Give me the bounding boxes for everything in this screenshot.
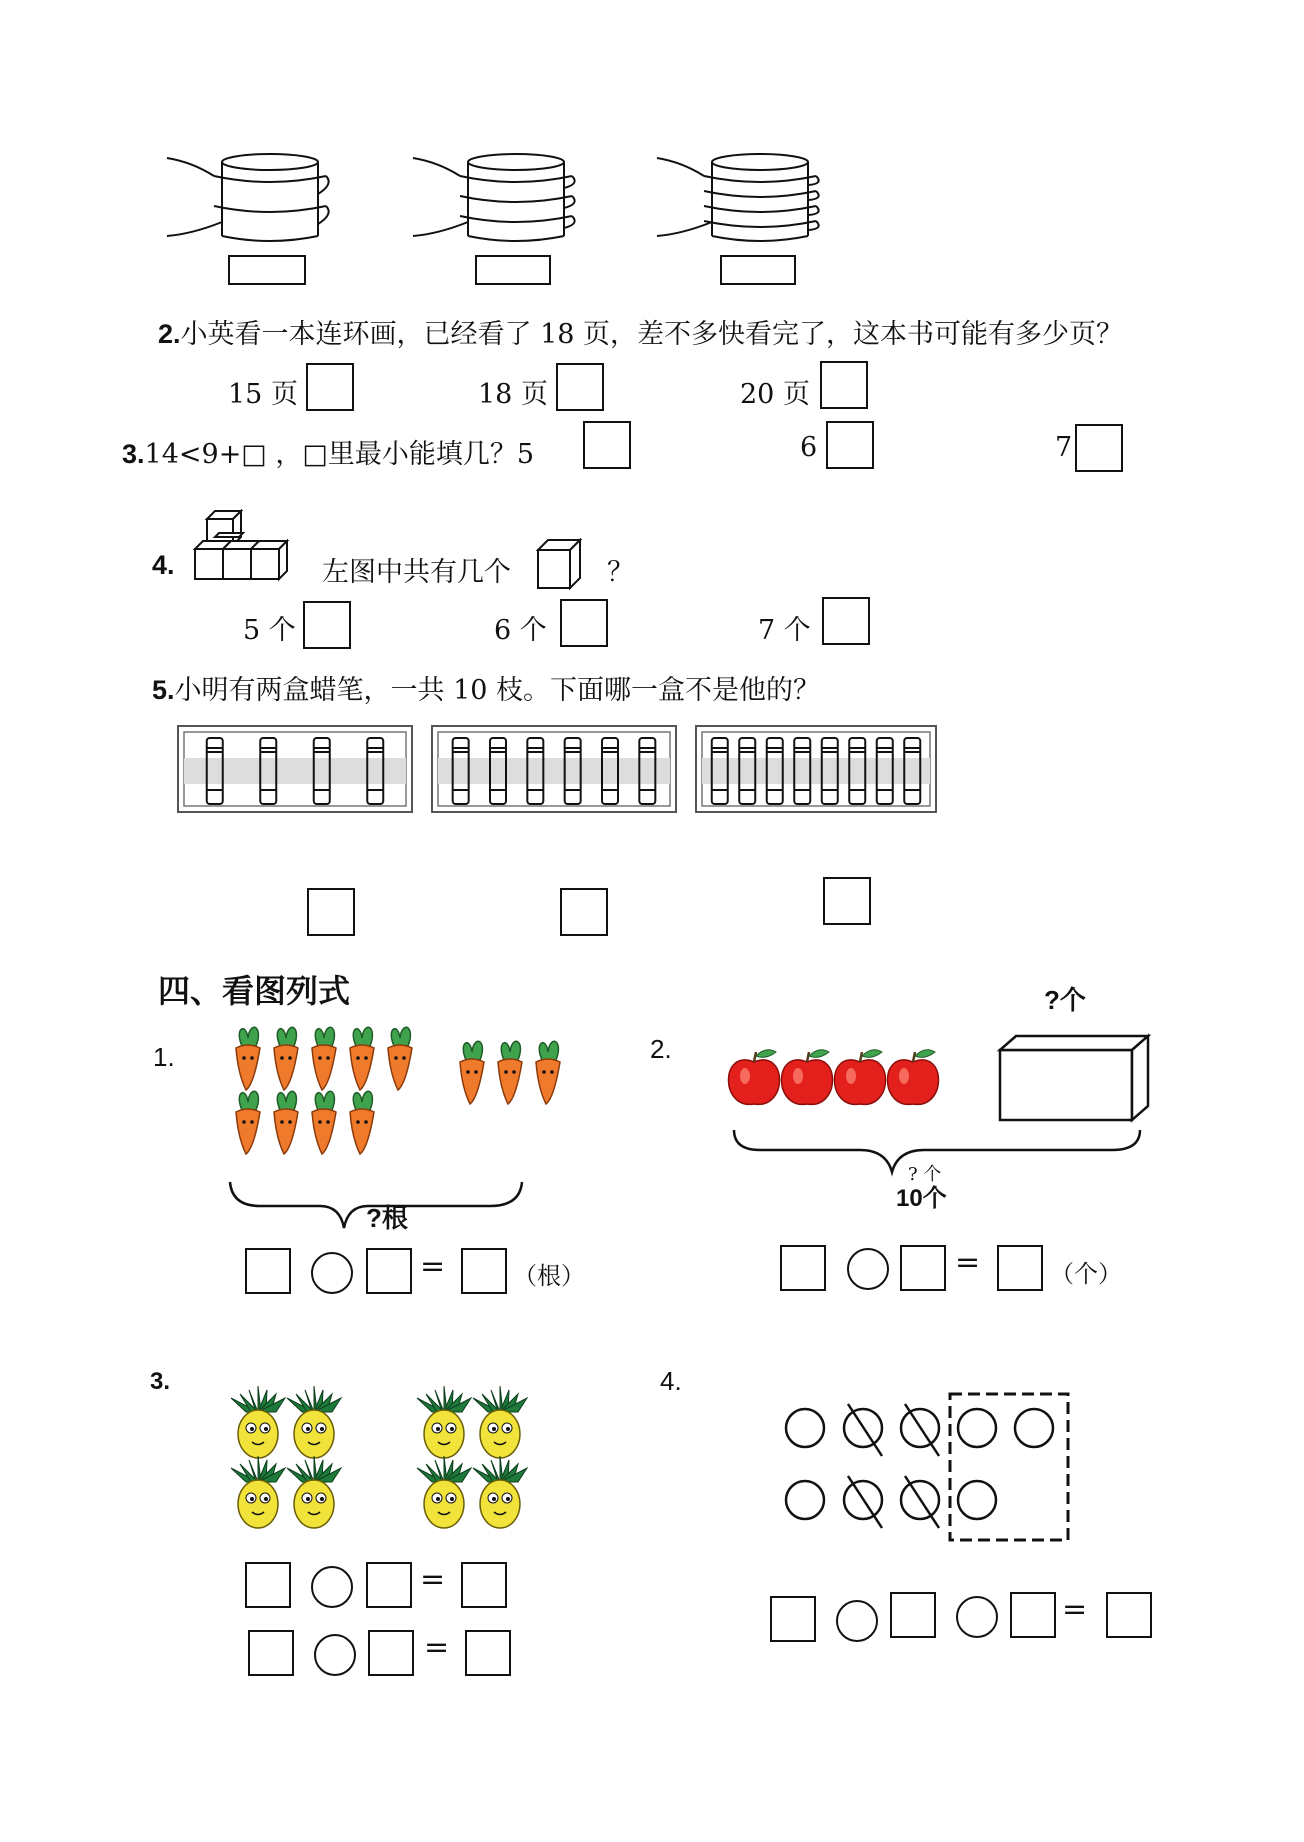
answer-box[interactable]	[560, 599, 608, 647]
option-label: 20 页	[740, 379, 810, 410]
closed-box	[1000, 1036, 1148, 1120]
answer-box[interactable]	[900, 1245, 946, 1291]
answer-box[interactable]	[366, 1248, 412, 1294]
circle-diagram	[780, 1390, 1100, 1550]
question-number: 2.	[158, 319, 181, 349]
question-text: 左图中共有几个	[322, 557, 511, 588]
question-number: 5.	[152, 675, 175, 705]
operator-circle[interactable]	[836, 1600, 878, 1642]
carrot	[236, 1027, 260, 1090]
question-number: 3.	[122, 439, 145, 469]
answer-box[interactable]	[997, 1245, 1043, 1291]
unit-label: （根）	[513, 1262, 585, 1290]
option-label: 7	[1055, 432, 1073, 463]
problem-number: 2.	[650, 1034, 672, 1064]
section-title: 四、看图列式	[158, 973, 351, 1009]
small-label: ? 个	[908, 1164, 942, 1185]
problem-number: 3.	[150, 1368, 171, 1395]
pineapple	[231, 1456, 285, 1528]
pineapple	[473, 1386, 527, 1458]
answer-box[interactable]	[826, 421, 874, 469]
crayon-box	[696, 726, 936, 812]
operator-circle[interactable]	[311, 1566, 353, 1608]
equals-sign: =	[420, 1249, 446, 1284]
total-label: 10个	[896, 1185, 947, 1212]
answer-box[interactable]	[560, 888, 608, 936]
crayon-boxes	[0, 724, 1304, 844]
pineapple-illustration	[222, 1380, 562, 1540]
cube-icon	[536, 538, 586, 592]
answer-box[interactable]	[245, 1248, 291, 1294]
option-label: 18 页	[478, 379, 548, 410]
operator-circle[interactable]	[847, 1248, 889, 1290]
pineapple	[231, 1386, 285, 1458]
answer-box[interactable]	[245, 1562, 291, 1608]
pineapple	[287, 1386, 341, 1458]
question-text: ？	[607, 557, 634, 588]
answer-box[interactable]	[823, 877, 871, 925]
option-label: 15 页	[228, 379, 298, 410]
answer-box[interactable]	[1010, 1592, 1056, 1638]
question-number: 4.	[152, 550, 175, 580]
answer-box[interactable]	[583, 421, 631, 469]
carrot	[350, 1091, 374, 1154]
total-label: ?根	[366, 1203, 408, 1233]
answer-box[interactable]	[820, 361, 868, 409]
answer-box[interactable]	[368, 1630, 414, 1676]
carrot	[350, 1027, 374, 1090]
problem-number: 4.	[660, 1366, 682, 1396]
apple	[782, 1050, 833, 1105]
pineapple	[287, 1456, 341, 1528]
equals-sign: =	[424, 1630, 450, 1665]
answer-box[interactable]	[1106, 1592, 1152, 1638]
carrot	[312, 1027, 336, 1090]
answer-box[interactable]	[780, 1245, 826, 1291]
answer-box[interactable]	[461, 1248, 507, 1294]
carrot	[312, 1091, 336, 1154]
answer-box[interactable]	[303, 601, 351, 649]
carrot	[536, 1041, 560, 1104]
question-text: 小明有两盒蜡笔，一共 10 枝。下面哪一盒不是他的？	[174, 675, 821, 706]
answer-box[interactable]	[720, 255, 796, 285]
pineapple	[473, 1456, 527, 1528]
answer-box[interactable]	[465, 1630, 511, 1676]
equals-sign: =	[955, 1245, 981, 1280]
problem-number: 1.	[153, 1042, 175, 1072]
answer-box[interactable]	[475, 255, 551, 285]
carrot	[236, 1091, 260, 1154]
crayon-box	[432, 726, 676, 812]
answer-box[interactable]	[1075, 424, 1123, 472]
answer-box[interactable]	[306, 363, 354, 411]
apple	[835, 1050, 886, 1105]
answer-box[interactable]	[461, 1562, 507, 1608]
carrot	[388, 1027, 412, 1090]
unit-label: （个）	[1050, 1260, 1122, 1288]
coil-figure	[413, 154, 575, 241]
coil-figure	[167, 154, 329, 241]
operator-circle[interactable]	[314, 1634, 356, 1676]
equals-sign: =	[1062, 1592, 1088, 1627]
answer-box[interactable]	[228, 255, 306, 285]
apple	[729, 1050, 780, 1105]
operator-circle[interactable]	[311, 1252, 353, 1294]
answer-box[interactable]	[770, 1596, 816, 1642]
pineapple	[417, 1386, 471, 1458]
carrot	[274, 1091, 298, 1154]
coil-illustrations	[0, 0, 1304, 260]
option-label: 7 个	[758, 615, 811, 646]
answer-box[interactable]	[366, 1562, 412, 1608]
question-text: 14<9+□ ，□里最小能填几？5	[144, 439, 535, 470]
answer-box[interactable]	[307, 888, 355, 936]
option-label: 5 个	[243, 615, 296, 646]
carrot	[460, 1041, 484, 1104]
cube-stack-figure	[193, 507, 313, 597]
answer-box[interactable]	[890, 1592, 936, 1638]
pineapple	[417, 1456, 471, 1528]
coil-figure	[657, 154, 819, 241]
option-label: 6	[800, 432, 818, 463]
crayon-box	[178, 726, 412, 812]
box-label: ?个	[1044, 985, 1086, 1015]
carrot-illustration	[220, 1010, 640, 1250]
carrot	[274, 1027, 298, 1090]
question-text: 小英看一本连环画，已经看了 18 页，差不多快看完了，这本书可能有多少页？	[180, 319, 1124, 350]
apple	[888, 1050, 939, 1105]
option-label: 6 个	[494, 615, 547, 646]
answer-box[interactable]	[248, 1630, 294, 1676]
operator-circle[interactable]	[956, 1596, 998, 1638]
answer-box[interactable]	[822, 597, 870, 645]
answer-box[interactable]	[556, 363, 604, 411]
carrot	[498, 1041, 522, 1104]
equals-sign: =	[420, 1562, 446, 1597]
